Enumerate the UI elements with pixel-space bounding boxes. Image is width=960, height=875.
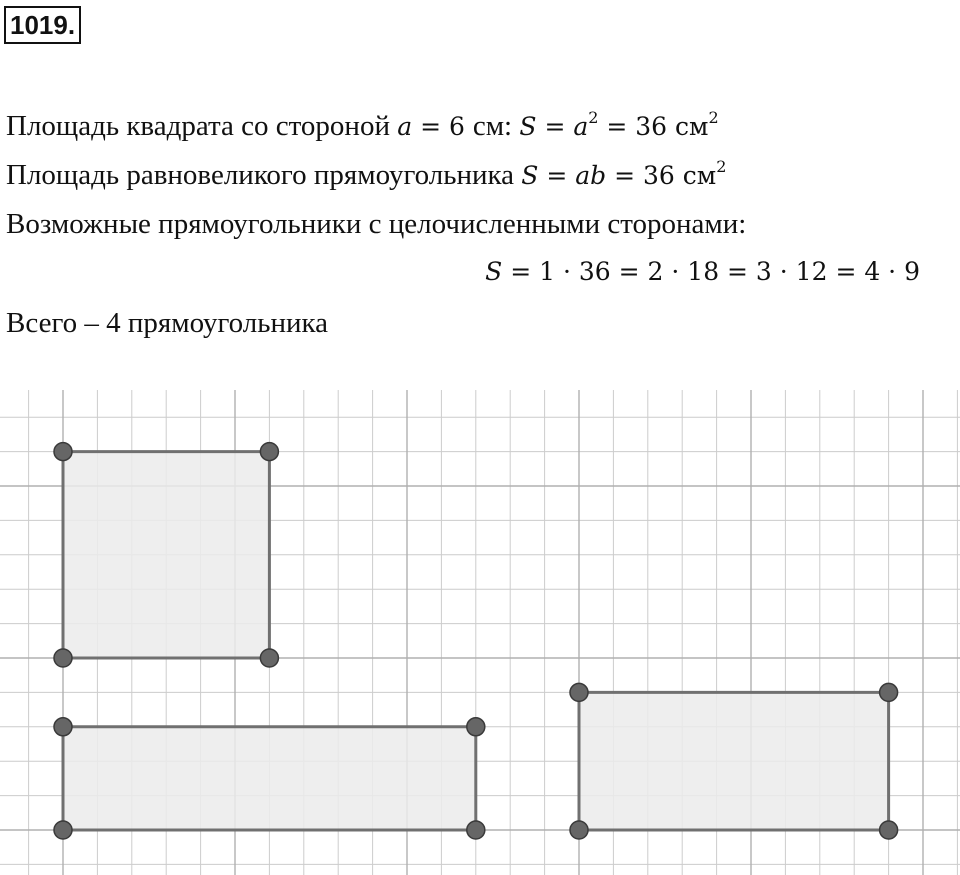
value-36: = 36	[606, 161, 683, 190]
vertex-point	[570, 683, 588, 701]
unit: см	[682, 161, 717, 190]
text-line-3: Возможные прямоугольники с целочисленными сторонами:	[6, 208, 747, 240]
var-S: S	[485, 257, 503, 286]
vertex-point	[880, 683, 898, 701]
rectangle-12x3	[54, 718, 485, 839]
square-6x6-polygon	[63, 452, 269, 658]
factorization-expr: = 1 · 36 = 2 · 18 = 3 · 12 = 4 · 9	[502, 257, 920, 286]
vertex-point	[880, 821, 898, 839]
unit-exponent: 2	[716, 157, 727, 176]
rectangle-9x4-polygon	[579, 692, 889, 830]
rectangle-12x3-polygon	[63, 727, 476, 830]
square-6x6	[54, 443, 278, 667]
vertex-point	[467, 718, 485, 736]
vertex-point	[54, 821, 72, 839]
rectangle-9x4	[570, 683, 898, 839]
grid-figure	[0, 390, 960, 875]
vertex-point	[260, 649, 278, 667]
task-number: 1019.	[4, 6, 81, 44]
var-S: S	[519, 112, 537, 141]
vertex-point	[54, 718, 72, 736]
text-line-2	[6, 157, 726, 194]
var-a-squared: a	[573, 112, 589, 141]
var-a: a	[397, 112, 413, 141]
factorization-line	[485, 254, 920, 290]
unit-exponent: 2	[708, 108, 719, 127]
text-line-5: Всего – 4 прямоугольника	[6, 307, 329, 339]
vertex-point	[467, 821, 485, 839]
eq-sign: =	[538, 161, 576, 190]
square-area-label: Площадь квадрата со стороной	[6, 110, 390, 142]
vertex-point	[54, 443, 72, 461]
rect-area-label: Площадь равновеликого прямоугольника	[6, 159, 515, 191]
eq-sign: =	[536, 112, 574, 141]
var-ab: ab	[575, 161, 607, 190]
eq-a: = 6	[412, 112, 473, 141]
unit-cm: см:	[472, 110, 513, 142]
text-line-1	[6, 108, 719, 145]
vertex-point	[54, 649, 72, 667]
vertex-point	[260, 443, 278, 461]
vertex-point	[570, 821, 588, 839]
exponent: 2	[588, 108, 599, 127]
value-36: = 36	[598, 112, 676, 141]
var-S: S	[521, 161, 539, 190]
unit: см	[675, 112, 709, 141]
